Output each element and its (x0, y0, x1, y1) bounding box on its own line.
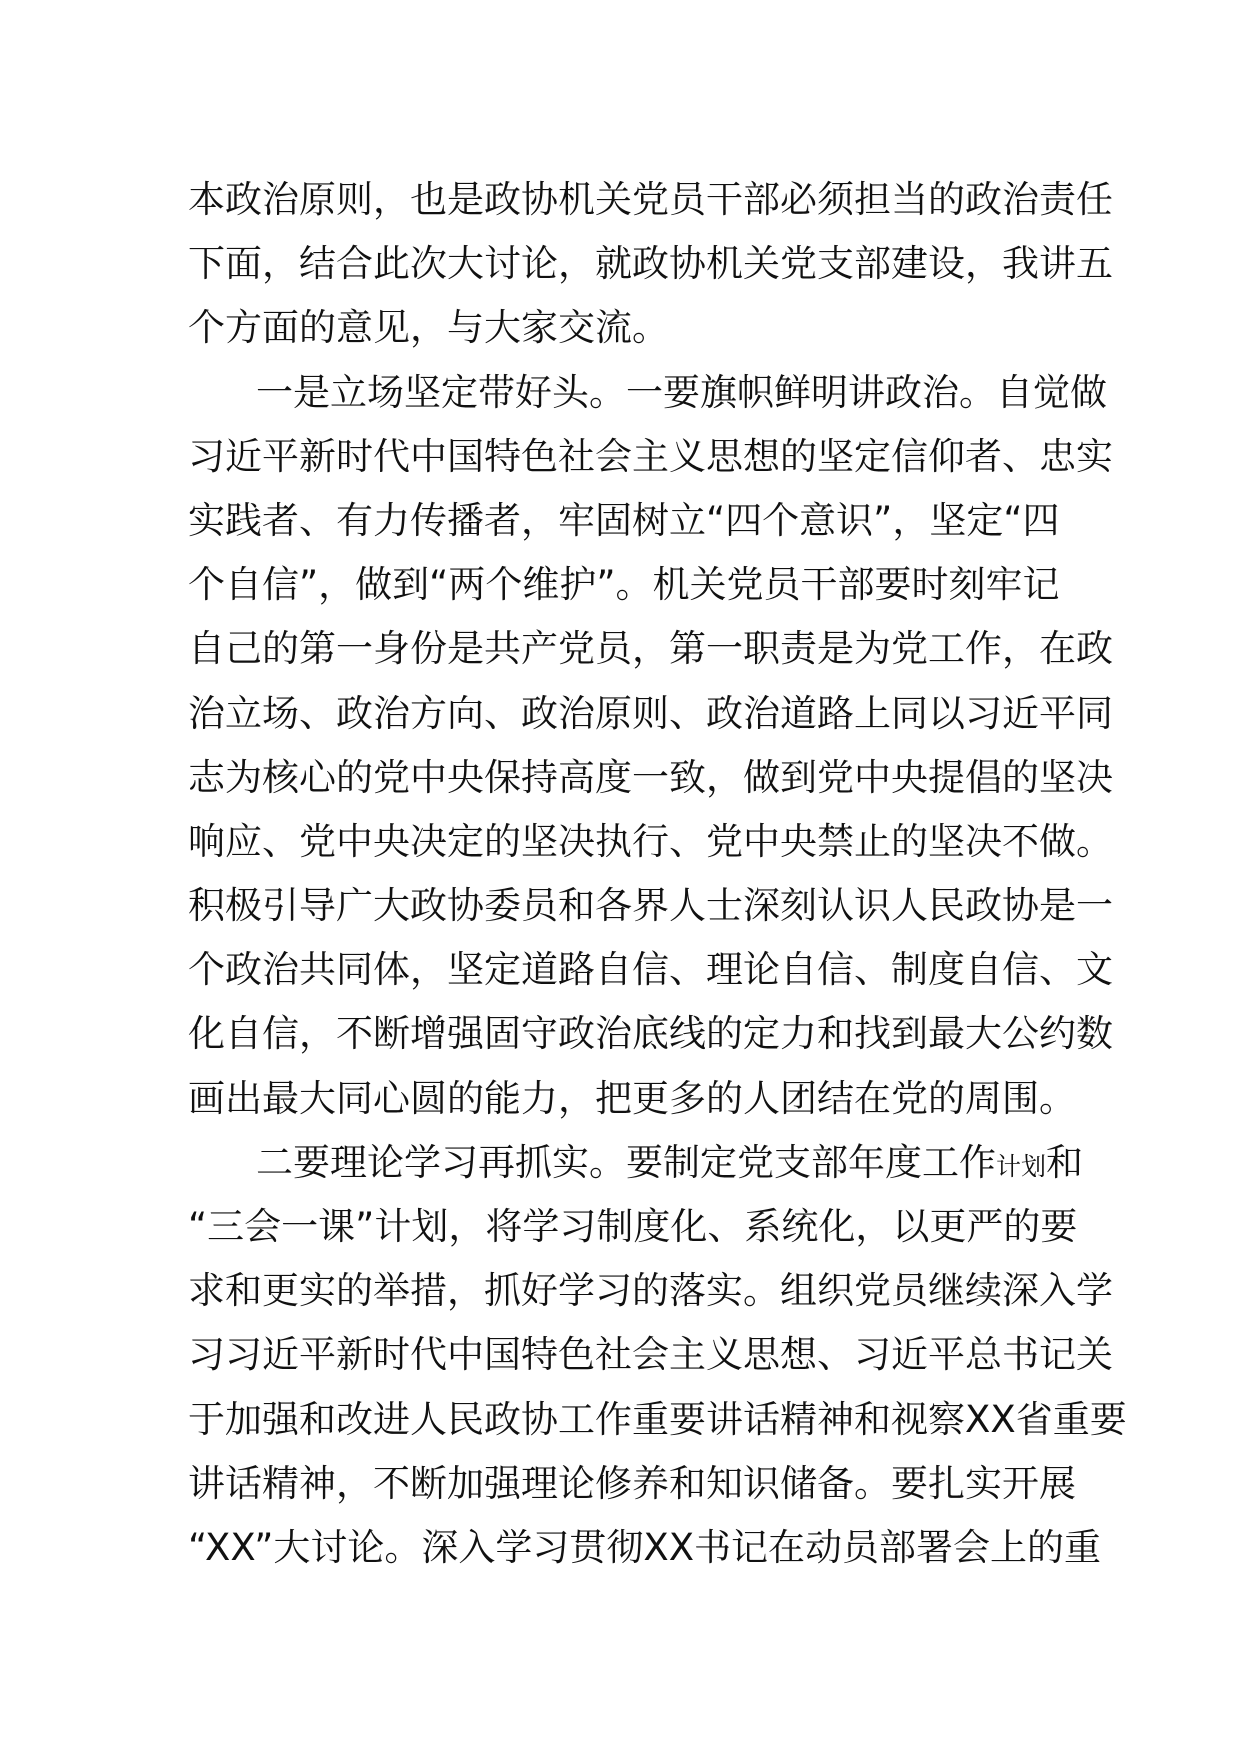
text-line: 个政治共同体，坚定道路自信、理论自信、制度自信、文 (188, 948, 1113, 992)
text-line: 志为核心的党中央保持高度一致，做到党中央提倡的坚决 (188, 755, 1113, 799)
text-line: “XX”大讨论。深入学习贯彻XX书记在动员部署会上的重 (188, 1525, 1102, 1569)
text-line: 治立场、政治方向、政治原则、政治道路上同以习近平同 (188, 691, 1113, 735)
text-line: 自己的第一身份是共产党员，第一职责是为党工作，在政 (188, 627, 1113, 671)
text-line-mixed (188, 1131, 1084, 1195)
text-line: 本政治原则，也是政协机关党员干部必须担当的政治责任 (188, 178, 1113, 221)
small-text-segment: 计划 (996, 1151, 1047, 1181)
text-line: 一是立场坚定带好头。一要旗帜鲜明讲政治。自觉做 (256, 370, 1107, 414)
text-line: 求和更实的举措，抓好学习的落实。组织党员继续深入学 (188, 1269, 1113, 1313)
text-line: 响应、党中央决定的坚决执行、党中央禁止的坚决不做。 (188, 819, 1113, 863)
text-line: 习习近平新时代中国特色社会主义思想、习近平总书记关 (188, 1333, 1113, 1377)
text-line: 个自信”，做到“两个维护”。机关党员干部要时刻牢记 (188, 563, 1060, 607)
text-line: 实践者、有力传播者，牢固树立“四个意识”，坚定“四 (188, 498, 1060, 542)
text-segment: 和 (1046, 1140, 1084, 1184)
text-line: 下面，结合此次大讨论，就政协机关党支部建设，我讲五 (188, 242, 1113, 286)
text-line: 于加强和改进人民政协工作重要讲话精神和视察XX省重要 (188, 1397, 1127, 1441)
document-body (188, 168, 1127, 1580)
text-line: 画出最大同心圆的能力，把更多的人团结在党的周围。 (188, 1076, 1076, 1120)
text-line: 习近平新时代中国特色社会主义思想的坚定信仰者、忠实 (188, 434, 1113, 478)
text-line: 积极引导广大政协委员和各界人士深刻认识人民政协是一 (188, 884, 1113, 928)
text-segment: 二要理论学习再抓实。要制定党支部年度工作 (256, 1140, 996, 1184)
text-line: “三会一课”计划，将学习制度化、系统化，以更严的要 (188, 1205, 1078, 1248)
text-line: 个方面的意见，与大家交流。 (188, 306, 669, 350)
text-line: 讲话精神，不断加强理论修养和知识储备。要扎实开展 (188, 1461, 1076, 1505)
text-line: 化自信，不断增强固守政治底线的定力和找到最大公约数 (188, 1012, 1113, 1056)
